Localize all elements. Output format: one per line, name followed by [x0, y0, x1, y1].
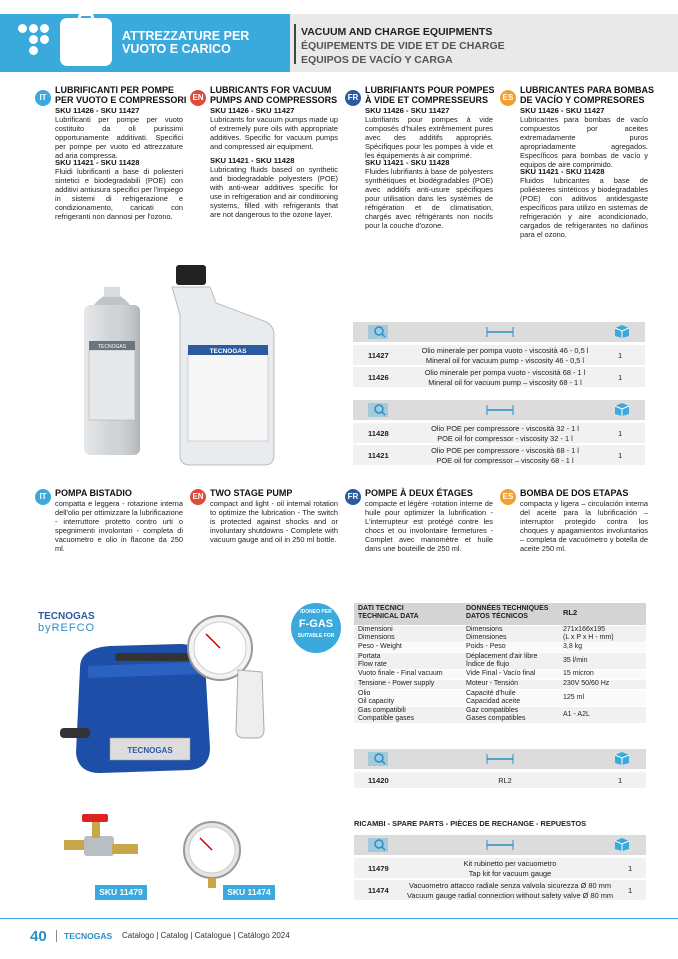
vacuum-gauge-image	[178, 818, 248, 888]
sku-code: 11427	[368, 351, 389, 360]
sku-range: SKU 11426 - SKU 11427	[210, 106, 295, 115]
sku-range: SKU 11421 - SKU 11428	[365, 158, 450, 167]
fgas-badge: IDONEO PER F-GAS SUITABLE FOR	[291, 603, 341, 653]
product-description: Olio POE per compressore - viscosità 68 - 1 l POE oil for compressor – viscosity 68 - 1 l	[431, 446, 579, 465]
tech-label-it-en: Dimensioni Dimensions	[358, 626, 395, 641]
lang-badge-it: IT	[35, 90, 51, 106]
tech-label-it-en: Olio Oil capacity	[358, 690, 395, 705]
quantity: 1	[628, 886, 633, 895]
lang-badge-fr: FR	[345, 489, 361, 505]
tech-label-it-en: Peso - Weight	[358, 643, 402, 650]
search-sku-icon	[368, 752, 388, 766]
tech-label-it-en: Tensione - Power supply	[358, 680, 435, 687]
quantity: 1	[628, 864, 633, 873]
lubricant-description: Lubricantes para bombas de vacío compuestos por aceites extremadamente puros apropriadamente agregados. Específicos para bombas de vacío y equipos de aire comprimido.	[520, 115, 648, 169]
brand-dots-icon	[18, 24, 48, 60]
product-description: Olio minerale per pompa vuoto - viscosità 46 - 0,5 l Mineral oil for vacuum pump - viscosity 46 - 0,5 l	[421, 346, 589, 365]
quantity: 1	[618, 373, 623, 382]
sku-tag-11479: SKU 11479	[95, 885, 147, 900]
sku-range: SKU 11421 - SKU 11428	[520, 167, 605, 176]
sku-code: 11474	[368, 886, 389, 895]
lubricants-title: LUBRICANTES PARA BOMBAS DE VACÍO Y COMPRESORES	[520, 85, 654, 105]
pump-description: compacte et légère -rotation interne de huile pour optimizer la lubrification - L'interrupteur est protégé contre les chocs et ou involontaire fermetures - Complet avec manomètre et huile dans une bouteille de 250 ml.	[365, 499, 493, 553]
pump-title: POMPA BISTADIO	[55, 488, 132, 498]
tech-value: 15 micron	[563, 670, 594, 677]
package-icon	[612, 837, 632, 851]
subtitle-es: EQUIPOS DE VACÍO Y CARGA	[301, 54, 453, 66]
header-model: RL2	[563, 608, 578, 617]
search-sku-icon	[368, 325, 388, 339]
product-description: RL2	[498, 776, 512, 785]
tech-value: 271x166x195 (L x P x H - mm)	[563, 626, 614, 641]
lubricant-description: Lubricants for vacuum pumps made up of extremely pure oils with appropriate additives. Specific for vacuum pumps and compressed air equipment.	[210, 115, 338, 151]
lubricant-description: Fluidi lubrificanti a base di poliesteri sintetici e biodegradabili (POE) con additivi antiusura specifici per l'impiego in sistemi di refrigerazione e condizionamento, caricati con refrigeranti non dannosi per l'ozono.	[55, 167, 183, 221]
lubricants-title: LUBRICANTS FOR VACUUM PUMPS AND COMPRESSORS	[210, 85, 338, 105]
pump-description: compatta e leggera - rotazione interna dell'olio per ottimizzare la lubrificazione - interruttore protetto contro urti o spegnimenti involontari - completa di vacuometro e olio in flacone da 250 ml.	[55, 499, 183, 553]
search-sku-icon	[368, 403, 388, 417]
pump-description: compact and light - oil internal rotation to optimize the lubrication - The switch is protected against shocks and or involuntary shutdowns - Complete with vacuum gauge and oil in 250 ml bottle.	[210, 499, 338, 544]
spare-parts-title: RICAMBI - SPARE PARTS - PIÈCES DE RECHANGE - REPUESTOS	[354, 819, 587, 828]
subtitle-fr: ÉQUIPEMENTS DE VIDE ET DE CHARGE	[301, 40, 505, 52]
tech-label-fr-es: Dimensions Dimensiones	[466, 626, 507, 641]
lubricants-title: LUBRIFIANTS POUR POMPES À VIDE ET COMPRESSEURS	[365, 85, 495, 105]
package-icon	[612, 324, 632, 338]
product-description: Olio minerale per pompa vuoto - viscosità 68 - 1 l Mineral oil for vacuum pump – viscosity 68 - 1 l	[424, 368, 586, 387]
sku-code: 11420	[368, 776, 389, 785]
header-it-en: DATI TECNICI TECHNICAL DATA	[358, 605, 419, 620]
pump-title: POMPE À DEUX ÉTAGES	[365, 488, 473, 498]
tech-label-it-en: Gas compatibili Compatible gases	[358, 707, 415, 722]
sku-code: 11479	[368, 864, 389, 873]
tech-value: 230V 50/60 Hz	[563, 680, 610, 687]
quantity: 1	[618, 429, 623, 438]
description-arrows-icon	[485, 752, 515, 766]
sku-tag-11474: SKU 11474	[223, 885, 275, 900]
tech-value: A1 - A2L	[563, 711, 590, 718]
divider	[294, 24, 296, 64]
description-arrows-icon	[485, 403, 515, 417]
lang-badge-en: EN	[190, 90, 206, 106]
description-arrows-icon	[485, 838, 515, 852]
page-number: 40	[30, 928, 47, 945]
sku-range: SKU 11426 - SKU 11427	[55, 106, 140, 115]
tech-label-it-en: Portata Flow rate	[358, 653, 387, 668]
product-description: Vacuometro attacco radiale senza valvola sicurezza Ø 80 mm Vacuum gauge radial connection without safety valve Ø 80 mm	[406, 881, 614, 900]
lubricant-description: Lubrificanti per pompe per vuoto costituito da oli purissimi opportunamente additivati. Specifici per pompe per vuoto ed attrezzature ad aria compressa.	[55, 115, 183, 160]
tech-value: 3,8 kg	[563, 643, 583, 650]
tech-label-it-en: Vuoto finale - Final vacuum	[358, 670, 443, 677]
can-brand: TECNOGAS	[97, 344, 127, 350]
quantity: 1	[618, 351, 623, 360]
bottle-brand: TECNOGAS	[209, 348, 247, 355]
sku-range: SKU 11426 - SKU 11427	[365, 106, 450, 115]
tech-label-fr-es: Moteur - Tensión	[466, 680, 519, 687]
product-description: Olio POE per compressore - viscosità 32 - 1 l POE oil for compressor - viscosity 32 - 1 l	[431, 424, 579, 443]
tech-label-fr-es: Gaz compatibles Gases compatibles	[466, 707, 526, 722]
lang-badge-it: IT	[35, 489, 51, 505]
product-description: Kit rubinetto per vacuometro Tap kit for vacuum gauge	[463, 859, 557, 878]
tap-kit-image	[60, 812, 150, 884]
tech-label-fr-es: Capacité d'huile Capacidad aceite	[466, 690, 521, 705]
lubricant-description: Lubrifiants pour pompes à vide composés d'huiles extrêmement pures avec des additifs appropriés. Spécifiques pour les pompes à vide et les équipements à air comprimé.	[365, 115, 493, 160]
lang-badge-es: ES	[500, 90, 516, 106]
tecnogas-logo: TECNOGAS byREFCO	[38, 611, 96, 634]
tech-label-fr-es: Déplacement d'air libre Índice de flujo	[466, 653, 538, 668]
description-arrows-icon	[485, 325, 515, 339]
pump-title: BOMBA DE DOS ETAPAS	[520, 488, 629, 498]
lubricant-description: Fluides lubrifiants à base de polyesters synthétiques et biodégradables (POE) avec additifs anti-usure spécifiques pour utilisation dans les systèmes de réfrigération et de climatisation, chargés avec réfrigérants non nocifs pour la couche d'ozone.	[365, 167, 493, 230]
lang-badge-es: ES	[500, 489, 516, 505]
sku-range: SKU 11426 - SKU 11427	[520, 106, 605, 115]
quantity: 1	[618, 776, 623, 785]
tech-label-fr-es: Vide Final - Vacío final	[466, 670, 536, 677]
toolbox-icon	[60, 18, 112, 66]
tech-value: 125 ml	[563, 694, 585, 701]
pump-brand: TECNOGAS	[127, 746, 173, 755]
sku-code: 11421	[368, 451, 389, 460]
pump-title: TWO STAGE PUMP	[210, 488, 293, 498]
footer-brand: TECNOGAS	[64, 931, 113, 941]
sku-code: 11426	[368, 373, 389, 382]
tech-value: 35 l/min	[563, 657, 588, 664]
sku-range: SKU 11421 - SKU 11428	[210, 156, 295, 165]
lubricants-title: LUBRIFICANTI PER POMPE PER VUOTO E COMPRESSORI	[55, 85, 187, 105]
lang-badge-fr: FR	[345, 90, 361, 106]
oil-bottles-image	[80, 265, 280, 475]
package-icon	[612, 751, 632, 765]
footer-divider	[0, 918, 678, 919]
lubricant-description: Fluidos lubricantes a base de poliésteres sintéticos y biodegradables (POE) con aditivos antidesgaste específicos para utilizo en sistemas de refrigeración y aire acondicionado, cargados de refrigerantes no dañinos para el ozono.	[520, 176, 648, 239]
vacuum-pump-image	[60, 608, 290, 783]
footer-separator	[56, 930, 57, 942]
tech-label-fr-es: Poids - Peso	[466, 643, 506, 650]
search-sku-icon	[368, 838, 388, 852]
header-fr-es: DONNÉES TECHNIQUES DATOS TÉCNICOS	[466, 605, 549, 620]
subtitle-en: VACUUM AND CHARGE EQUIPMENTS	[301, 26, 493, 38]
sku-code: 11428	[368, 429, 389, 438]
lang-badge-en: EN	[190, 489, 206, 505]
quantity: 1	[618, 451, 623, 460]
sku-range: SKU 11421 - SKU 11428	[55, 158, 140, 167]
section-title: ATTREZZATURE PER VUOTO E CARICO	[122, 29, 250, 56]
package-icon	[612, 402, 632, 416]
pump-description: compacta y ligera – circulación interna del aceite para la lubrificación – interruptor protegido contra los choques y apagamientos involuntarios – completa de vacuómetro y botella de aceite 250 ml.	[520, 499, 648, 553]
lubricant-description: Lubricating fluids based on synthetic and biodegradable polyesters (POE) with anti-wear additives specific for use in refrigeration and air conditioning systems, filled with refrigerants that are not dangerous to the ozone layer.	[210, 165, 338, 219]
footer-catalog: Catalogo | Catalog | Catalogue | Catálogo 2024	[122, 931, 290, 940]
